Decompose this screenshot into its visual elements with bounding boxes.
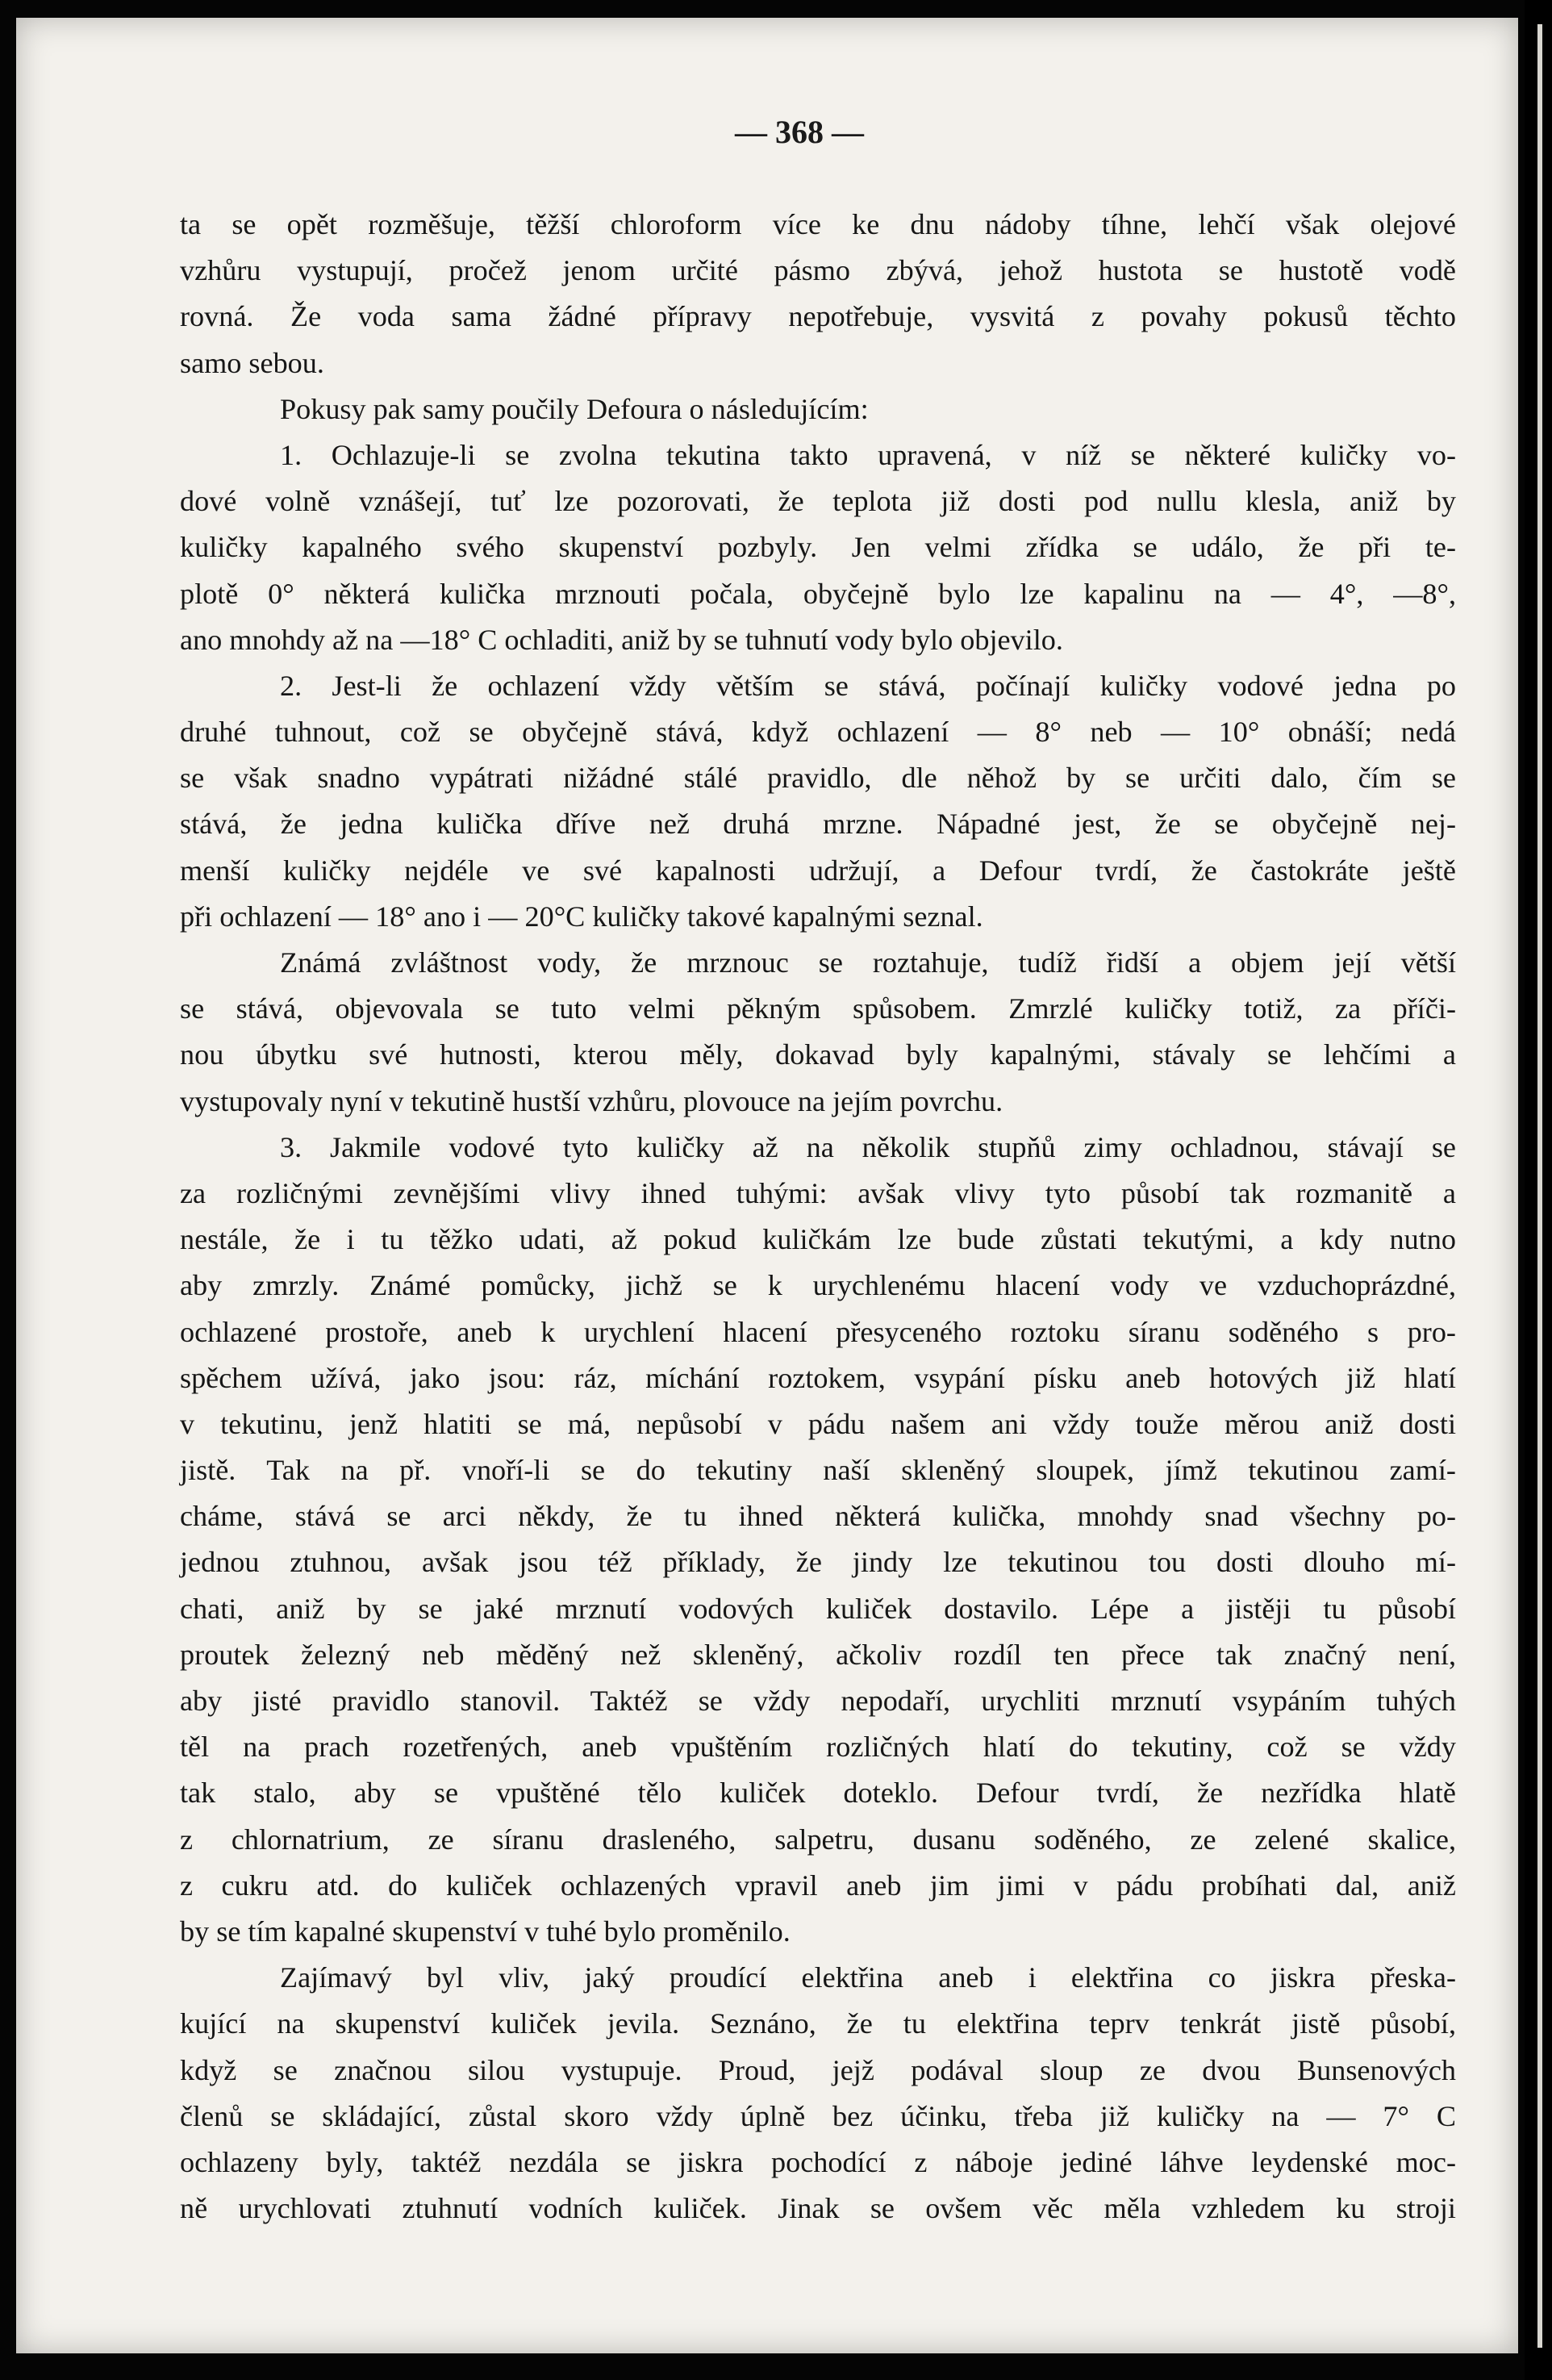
text-line: v tekutinu, jenž hlatiti se má, nepůsobí v pádu našem ani vždy touže měrou aniž dosti bbox=[180, 1407, 1456, 1440]
scan-edge bbox=[1525, 0, 1552, 2380]
text-line: cháme, stává se arci někdy, že tu ihned některá kulička, mnohdy snad všechny po- bbox=[180, 1500, 1456, 1533]
text-line: kuličky kapalného svého skupenství pozbyly. Jen velmi zřídka se událo, že při te- bbox=[180, 531, 1456, 564]
text-line: samo sebou. bbox=[180, 346, 324, 379]
text-line: ochlazené prostoře, aneb k urychlení hlacení přesyceného roztoku síranu soděného s pro- bbox=[180, 1315, 1456, 1348]
text-line: tak stalo, aby se vpuštěné tělo kuliček doteklo. Defour tvrdí, že nezřídka hlatě bbox=[180, 1777, 1456, 1810]
text-line: kující na skupenství kuliček jevila. Seznáno, že tu elektřina teprv tenkrát jistě působí, bbox=[180, 2007, 1456, 2040]
text-line: 3. Jakmile vodové tyto kuličky až na několik stupňů zimy ochladnou, stávají se bbox=[280, 1130, 1456, 1163]
text-line: chati, aniž by se jaké mrznutí vodových kuliček dostavilo. Lépe a jistěji tu působí bbox=[180, 1592, 1456, 1625]
text-line: z cukru atd. do kuliček ochlazených vpravil aneb jim jimi v pádu probíhati dal, aniž bbox=[180, 1869, 1456, 1902]
text-line: Zajímavý byl vliv, jaký proudící elektřina aneb i elektřina co jiskra přeska- bbox=[280, 1961, 1456, 1994]
text-line: za rozličnými zevnějšími vlivy ihned tuhými: avšak vlivy tyto působí tak rozmanitě a bbox=[180, 1176, 1456, 1209]
text-line: ano mnohdy až na —18° C ochladiti, aniž by se tuhnutí vody bylo objevilo. bbox=[180, 623, 1063, 656]
text-line: ně urychlovati ztuhnutí vodních kuliček. Jinak se ovšem věc měla vzhledem ku stroji bbox=[180, 2192, 1456, 2225]
text-line: proutek železný neb měděný než skleněný, ačkoliv rozdíl ten přece tak značný není, bbox=[180, 1638, 1456, 1671]
text-line: Pokusy pak samy poučily Defoura o následujícím: bbox=[280, 392, 869, 425]
text-line: z chlornatrium, ze síranu drasleného, salpetru, dusanu soděného, ze zelené skalice, bbox=[180, 1823, 1456, 1856]
text-line: jednou ztuhnou, avšak jsou též příklady, že jindy lze tekutinou tou dosti dlouho mí- bbox=[180, 1546, 1456, 1579]
body-text bbox=[180, 202, 1456, 2232]
text-line: Známá zvláštnost vody, že mrznouc se roztahuje, tudíž řidší a objem její větší bbox=[280, 946, 1456, 979]
text-line: by se tím kapalné skupenství v tuhé bylo proměnilo. bbox=[180, 1914, 791, 1948]
text-line: dové volně vznášejí, tuť lze pozorovati, že teplota již dosti pod nullu klesla, aniž by bbox=[180, 485, 1456, 518]
text-line: vzhůru vystupují, pročež jenom určité pásmo zbývá, jehož hustota se hustotě vodě bbox=[180, 254, 1456, 287]
text-line: nou úbytku své hutnosti, kterou měly, dokavad byly kapalnými, stávaly se lehčími a bbox=[180, 1038, 1456, 1071]
text-line: se stává, objevovala se tuto velmi pěkným spůsobem. Zmrzlé kuličky totiž, za příči- bbox=[180, 992, 1456, 1025]
text-line: druhé tuhnout, což se obyčejně stává, když ochlazení — 8° neb — 10° obnáší; nedá bbox=[180, 716, 1456, 749]
text-line: ta se opět rozměšuje, těžší chloroform více ke dnu nádoby tíhne, lehčí však olejové bbox=[180, 208, 1456, 240]
scan-edge-line bbox=[1537, 24, 1542, 2348]
book-page bbox=[16, 18, 1518, 2353]
text-line: těl na prach rozetřených, aneb vpuštěním rozličných hlatí do tekutiny, což se vždy bbox=[180, 1731, 1456, 1764]
text-line: když se značnou silou vystupuje. Proud, jejž podával sloup ze dvou Bunsenových bbox=[180, 2053, 1456, 2086]
text-line: členů se skládající, zůstal skoro vždy úplně bez účinku, třeba již kuličky na — 7° C bbox=[180, 2099, 1456, 2132]
text-line: při ochlazení — 18° ano i — 20°C kuličky takové kapalnými seznal. bbox=[180, 900, 983, 933]
text-line: aby jisté pravidlo stanovil. Taktéž se vždy nepodaří, urychliti mrznutí vsypáním tuhých bbox=[180, 1685, 1456, 1717]
text-line: plotě 0° některá kulička mrznouti počala, obyčejně bylo lze kapalinu na — 4°, —8°, bbox=[180, 577, 1456, 610]
text-line: nestále, že i tu těžko udati, až pokud kuličkám lze bude zůstati tekutými, a kdy nutno bbox=[180, 1223, 1456, 1256]
text-line: se však snadno vypátrati nižádné stálé pravidlo, dle něhož by se určiti dalo, čím se bbox=[180, 762, 1456, 795]
text-line: 2. Jest-li že ochlazení vždy větším se stává, počínají kuličky vodové jedna po bbox=[280, 669, 1456, 702]
text-line: menší kuličky nejdéle ve své kapalnosti udržují, a Defour tvrdí, že častokráte ještě bbox=[180, 854, 1456, 887]
text-line: aby zmrzly. Známé pomůcky, jichž se k urychlenému hlacení vody ve vzduchoprázdné, bbox=[180, 1269, 1456, 1302]
text-line: spěchem užívá, jako jsou: ráz, míchání roztokem, vsypání písku aneb hotových již hlatí bbox=[180, 1361, 1456, 1394]
text-line: vystupovaly nyní v tekutině hustší vzhůru, plovouce na jejím povrchu. bbox=[180, 1084, 1003, 1117]
text-line: stává, že jedna kulička dříve než druhá mrzne. Nápadné jest, že se obyčejně nej- bbox=[180, 808, 1456, 841]
text-line: 1. Ochlazuje-li se zvolna tekutina takto upravená, v níž se některé kuličky vo- bbox=[280, 438, 1456, 471]
text-line: ochlazeny byly, taktéž nezdála se jiskra pochodící z náboje jediné láhve leydenské moc- bbox=[180, 2145, 1456, 2178]
page-number: — 368 — bbox=[735, 114, 864, 150]
text-line: jistě. Tak na př. vnoří-li se do tekutiny naší skleněný sloupek, jímž tekutinou zamí- bbox=[180, 1454, 1456, 1487]
text-line: rovná. Že voda sama žádné přípravy nepotřebuje, vysvitá z povahy pokusů těchto bbox=[180, 300, 1456, 333]
